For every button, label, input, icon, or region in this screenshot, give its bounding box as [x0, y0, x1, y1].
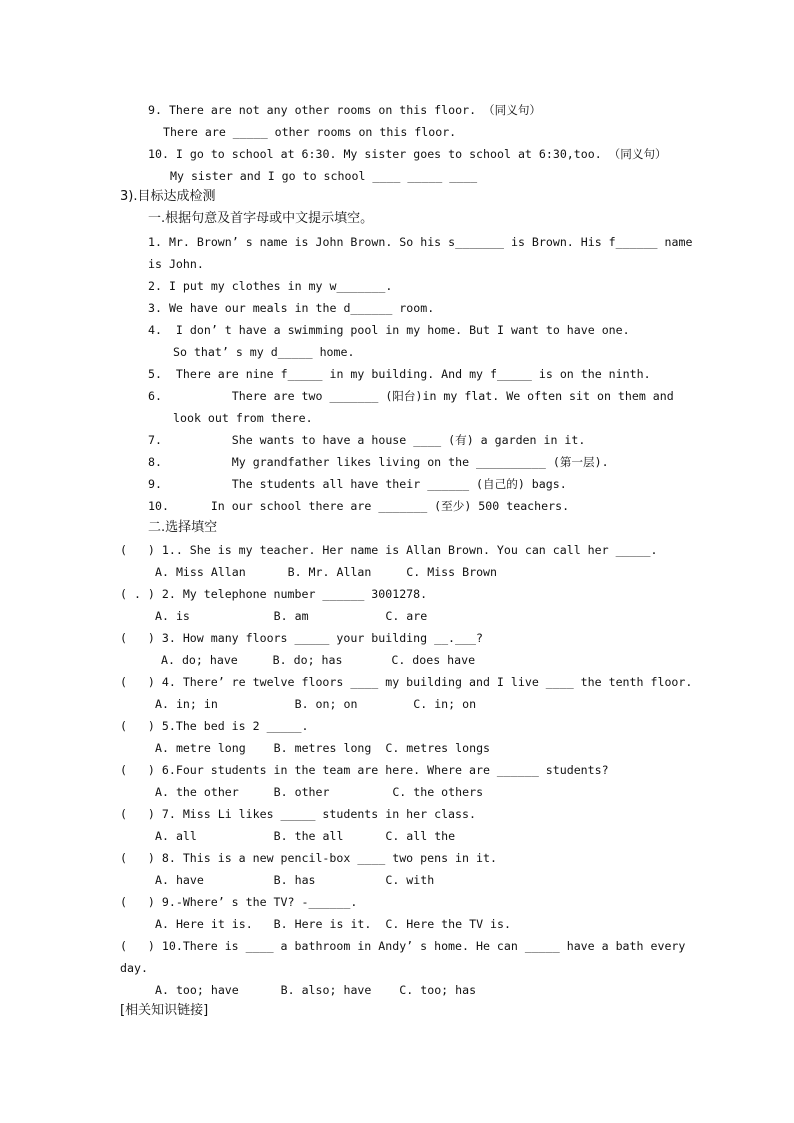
choice-options-7: A. all B. the all C. all the	[155, 829, 456, 843]
fill-item-7: 7. She wants to have a house ____ (有) a garden in it.	[148, 433, 586, 447]
section-heading-assessment: 3).目标达成检测	[120, 189, 216, 204]
item-9-rewrite: 9. There are not any other rooms on this floor. （同义句）	[148, 103, 542, 117]
choice-question-4: ( ) 4. There’ re twelve floors ____ my building and I live ____ the tenth floor.	[120, 675, 693, 689]
choice-question-10: ( ) 10.There is ____ a bathroom in Andy’ s home. He can _____ have a bath every	[120, 939, 686, 953]
part-one-heading: 一.根据句意及首字母或中文提示填空。	[148, 211, 374, 226]
fill-item-1-cont: is John.	[148, 257, 204, 271]
fill-item-8: 8. My grandfather likes living on the __________ (第一层).	[148, 455, 609, 469]
choice-question-2: ( . ) 2. My telephone number ______ 3001278.	[120, 587, 428, 601]
choice-question-8: ( ) 8. This is a new pencil-box ____ two pens in it.	[120, 851, 497, 865]
choice-options-9: A. Here it is. B. Here is it. C. Here the TV is.	[155, 917, 511, 931]
fill-item-5: 5. There are nine f_____ in my building. And my f_____ is on the ninth.	[148, 367, 651, 381]
choice-options-10: A. too; have B. also; have C. too; has	[155, 983, 477, 997]
choice-options-5: A. metre long B. metres long C. metres longs	[155, 741, 491, 755]
fill-item-4: 4. I don’ t have a swimming pool in my home. But I want to have one.	[148, 323, 630, 337]
choice-question-6: ( ) 6.Four students in the team are here. Where are ______ students?	[120, 763, 609, 777]
choice-options-3: A. do; have B. do; has C. does have	[161, 653, 476, 667]
fill-item-2: 2. I put my clothes in my w_______.	[148, 279, 393, 293]
choice-options-4: A. in; in B. on; on C. in; on	[155, 697, 477, 711]
fill-item-3: 3. We have our meals in the d______ room.	[148, 301, 435, 315]
fill-item-4-cont: So that’ s my d_____ home.	[173, 345, 355, 359]
choice-options-1: A. Miss Allan B. Mr. Allan C. Miss Brown	[155, 565, 498, 579]
fill-item-6-cont: look out from there.	[173, 411, 313, 425]
choice-question-10-cont: day.	[120, 961, 148, 975]
choice-question-7: ( ) 7. Miss Li likes _____ students in her class.	[120, 807, 476, 821]
choice-options-6: A. the other B. other C. the others	[155, 785, 484, 799]
fill-item-10: 10. In our school there are _______ (至少) 500 teachers.	[148, 499, 570, 513]
fill-item-1: 1. Mr. Brown’ s name is John Brown. So his s_______ is Brown. His f______ name	[148, 235, 693, 249]
fill-item-6: 6. There are two _______ (阳台)in my flat. We often sit on them and	[148, 389, 674, 403]
fill-item-9: 9. The students all have their ______ (自己的) bags.	[148, 477, 567, 491]
item-10-answer-line: My sister and I go to school ____ _____ ____	[170, 169, 478, 183]
part-two-heading: 二.选择填空	[148, 520, 218, 535]
item-10-rewrite: 10. I go to school at 6:30. My sister goes to school at 6:30,too. （同义句）	[148, 147, 667, 161]
choice-question-5: ( ) 5.The bed is 2 _____.	[120, 719, 309, 733]
choice-question-3: ( ) 3. How many floors _____ your building __.___?	[120, 631, 483, 645]
choice-question-1: ( ) 1.. She is my teacher. Her name is Allan Brown. You can call her _____.	[120, 543, 658, 557]
item-9-answer-line: There are _____ other rooms on this floor.	[163, 125, 457, 139]
choice-options-8: A. have B. has C. with	[155, 873, 435, 887]
related-knowledge-link: [相关知识链接]	[120, 1003, 209, 1018]
choice-options-2: A. is B. am C. are	[155, 609, 428, 623]
choice-question-9: ( ) 9.-Where’ s the TV? -______.	[120, 895, 358, 909]
